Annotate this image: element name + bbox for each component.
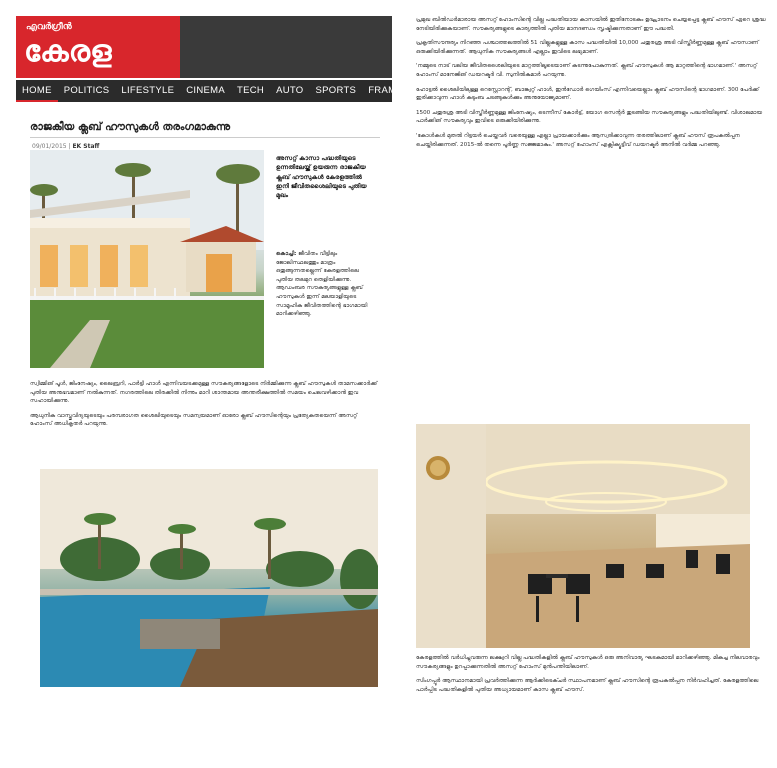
right-paragraph-3: ഹോട്ടൽ ശൈലിയിലുള്ള റെസ്റ്റോറന്റ്, ബാങ്ക്വറ്റ് ഹാൾ, ഇൻഡോർ ഗെയിംസ് എന്നിവയെല്ലാം ക്ലബ് ഹൗസിന്റെ ഭാഗമാണ്. 300 പേർക്ക് ഇരിക്കാവുന്ന ഹാൾ കുടുംബ ചടങ്ങുകൾക്കും അനുയോജ്യമാണ്. bbox=[416, 86, 760, 102]
logo-main-text: കേരള bbox=[24, 34, 112, 69]
nav-item-tech[interactable]: TECH bbox=[237, 85, 265, 96]
main-nav bbox=[16, 80, 410, 102]
masthead bbox=[16, 16, 392, 78]
right-paragraph-2: പ്രകൃതിസൗന്ദര്യം നിറഞ്ഞ പശ്ചാത്തലത്തിൽ 51 വില്ലകളുള്ള കാസ പദ്ധതിയിൽ 10,000 ചതുരശ്ര അടി വിസ്തീർണ്ണമുള്ള ക്ലബ് ഹൗസാണ് ഒരുക്കിയിരിക്കുന്നത്. ആധുനിക സൗകര്യങ്ങൾ എല്ലാം ഇവിടെ ലഭ്യമാണ്. bbox=[416, 40, 759, 55]
right-body-block bbox=[416, 16, 768, 155]
article-date: 09/01/2015 bbox=[32, 143, 67, 150]
left-paragraph-2: ആധുനിക വാസ്തുവിദ്യയുടെയും പരമ്പരാഗത ശൈലിയുടെയും സമന്വയമാണ് ഓരോ ക്ലബ് ഹൗസിന്റെയും പ്രത്യേകതയെന്ന് അസറ്റ് ഹോംസ് അധികൃതർ പറയുന്നു. bbox=[30, 412, 358, 428]
article-meta: 09/01/2015 | EK Staff bbox=[32, 143, 100, 150]
lead-label: കൊച്ചി: bbox=[276, 251, 297, 257]
lead-text: ജീവിതം വീട്ടിലും ജോലിസ്ഥലത്തും മാത്രം ഒതുങ്ങുന്നതല്ലെന്ന് കേരളത്തിലെ പുതിയ തലമുറ തെളിയിക്കുന്നു. ആഡംബര സൗകര്യങ്ങളുള്ള ക്ലബ് ഹൗസുകൾ ഇന്ന് മലയാളിയുടെ സാമൂഹിക ജീവിതത്തിന്റെ ഭാഗമായി മാറിക്കഴിഞ്ഞു. bbox=[276, 251, 368, 318]
logo-small-text: എവർഗ്രീൻ bbox=[26, 22, 72, 32]
right-paragraph-1: പ്രമുഖ ബിൽഡർമാരായ അസറ്റ് ഹോംസിന്റെ വില്ല പദ്ധതിയായ കാസയിൽ ഇതിനോടകം ഉദ്ഘാടനം ചെയ്യപ്പെട്ട ക്ലബ് ഹൗസ് ഏറെ ശ്രദ്ധ നേടിയിരിക്കുകയാണ്. സൗകര്യങ്ങളുടെ കാര്യത്തിൽ പുതിയ മാനദണ്ഡം സൃഷ്ടിക്കുന്നതാണ് ഈ പദ്ധതി. bbox=[416, 17, 766, 32]
pool-image bbox=[40, 469, 378, 687]
right-lower-block bbox=[416, 654, 768, 700]
article-author[interactable]: EK Staff bbox=[72, 143, 100, 150]
nav-item-auto[interactable]: AUTO bbox=[276, 85, 304, 96]
nav-item-home[interactable]: HOME bbox=[16, 80, 58, 102]
nav-item-sports[interactable]: SPORTS bbox=[315, 85, 357, 96]
title-divider bbox=[30, 137, 380, 138]
nav-item-frames[interactable]: FRAMES bbox=[368, 85, 410, 96]
right-quote-1: 'നമ്മുടെ നാട് വലിയ ജീവിതശൈലിയുടെ മാറ്റത്തിലൂടെയാണ് കടന്നുപോകുന്നത്. ക്ലബ് ഹൗസുകൾ ആ മാറ്റത്തിന്റെ ഭാഗമാണ്.' അസറ്റ് ഹോംസ് മാനേജിങ് ഡയറക്ടർ വി. സുനിൽകുമാർ പറയുന്നു. bbox=[416, 63, 757, 78]
nav-item-lifestyle[interactable]: LIFESTYLE bbox=[121, 85, 175, 96]
site-logo[interactable] bbox=[16, 16, 180, 78]
left-paragraph-1: സ്വിമ്മിങ് പൂൾ, ജിംനേഷ്യം, ലൈബ്രറി, പാർട്ടി ഹാൾ എന്നിവയടക്കമുള്ള സൗകര്യങ്ങളോടെ നിർമ്മിക്കുന്ന ക്ലബ് ഹൗസുകൾ താമസക്കാർക്ക് പുതിയ അനുഭവമാണ് നൽകുന്നത്. നഗരത്തിലെ തിരക്കിൽ നിന്നും മാറി ശാന്തമായ അന്തരീക്ഷത്തിൽ സമയം ചെലവഴിക്കാൻ ഇവ സഹായിക്കുന്നു. bbox=[30, 381, 378, 405]
right-paragraph-6: സിംഗപ്പൂർ ആസ്ഥാനമായി പ്രവർത്തിക്കുന്ന ആർക്കിടെക്ചർ സ്ഥാപനമാണ് ക്ലബ് ഹൗസിന്റെ രൂപകൽപ്പന നിർവഹിച്ചത്. കേരളത്തിലെ പാർപ്പിട പദ്ധതികളിൽ പുതിയ അധ്യായമാണ് കാസ ക്ലബ് ഹൗസ്. bbox=[416, 678, 759, 693]
left-body-block bbox=[30, 380, 380, 435]
clubhouse-interior-image bbox=[416, 424, 750, 648]
right-paragraph-5: കേരളത്തിൽ വർധിച്ചുവരുന്ന ലക്ഷ്വറി വില്ല പദ്ധതികളിൽ ക്ലബ് ഹൗസുകൾ ഒരു അനിവാര്യ ഘടകമായി മാറിക്കഴിഞ്ഞു. മികച്ച നിലവാരവും സൗകര്യങ്ങളും ഉറപ്പാക്കുന്നതിൽ അസറ്റ് ഹോംസ് മുൻപന്തിയിലാണ്. bbox=[416, 655, 760, 670]
right-paragraph-4: 1500 ചതുരശ്ര അടി വിസ്തീർണ്ണമുള്ള ജിംനേഷ്യം, ടെന്നീസ് കോർട്ട്, യോഗ സെന്റർ തുടങ്ങിയ സൗകര്യങ്ങളും പദ്ധതിയിലുണ്ട്. വിശാലമായ പാർക്കിങ് സൗകര്യവും ഇവിടെ ഒരുക്കിയിരിക്കുന്നു. bbox=[416, 109, 763, 125]
article-pullquote: അസറ്റ് കാസാ പദ്ധതിയുടെ ഉന്നതിലേയ്ക്ക് ഉയരുന്ന രാജകീയ ക്ലബ് ഹൗസുകൾ കേരളത്തിൽ ഇനി ജീവിതശൈലിയുടെ പുതിയ മുഖം bbox=[276, 155, 367, 200]
nav-item-cinema[interactable]: CINEMA bbox=[186, 85, 226, 96]
clubhouse-exterior-drawing bbox=[30, 150, 264, 368]
pool-drawing bbox=[40, 469, 378, 687]
nav-item-politics[interactable]: POLITICS bbox=[63, 85, 110, 96]
interior-drawing bbox=[416, 424, 750, 648]
right-quote-2: 'കോൾകൾ മുതൽ റിട്ടയർ ചെയ്തവർ വരെയുള്ള എല്ലാ പ്രായക്കാർക്കും ആസ്വദിക്കാവുന്ന തരത്തിലാണ് ക്ലബ് ഹൗസ് രൂപകൽപ്പന ചെയ്തിരിക്കുന്നത്. 2015-ൽ തന്നെ പൂർണ്ണ സജ്ജമാകും.' അസറ്റ് ഹോംസ് എക്സിക്യൂട്ടീവ് ഡയറക്ടർ അനിൽ വർമ്മ പറഞ്ഞു. bbox=[416, 132, 740, 148]
lead-paragraph bbox=[276, 250, 376, 319]
article-title: രാജകീയ ക്ലബ് ഹൗസുകൾ തരംഗമാകുന്നു bbox=[30, 121, 231, 133]
clubhouse-exterior-image bbox=[30, 150, 264, 368]
